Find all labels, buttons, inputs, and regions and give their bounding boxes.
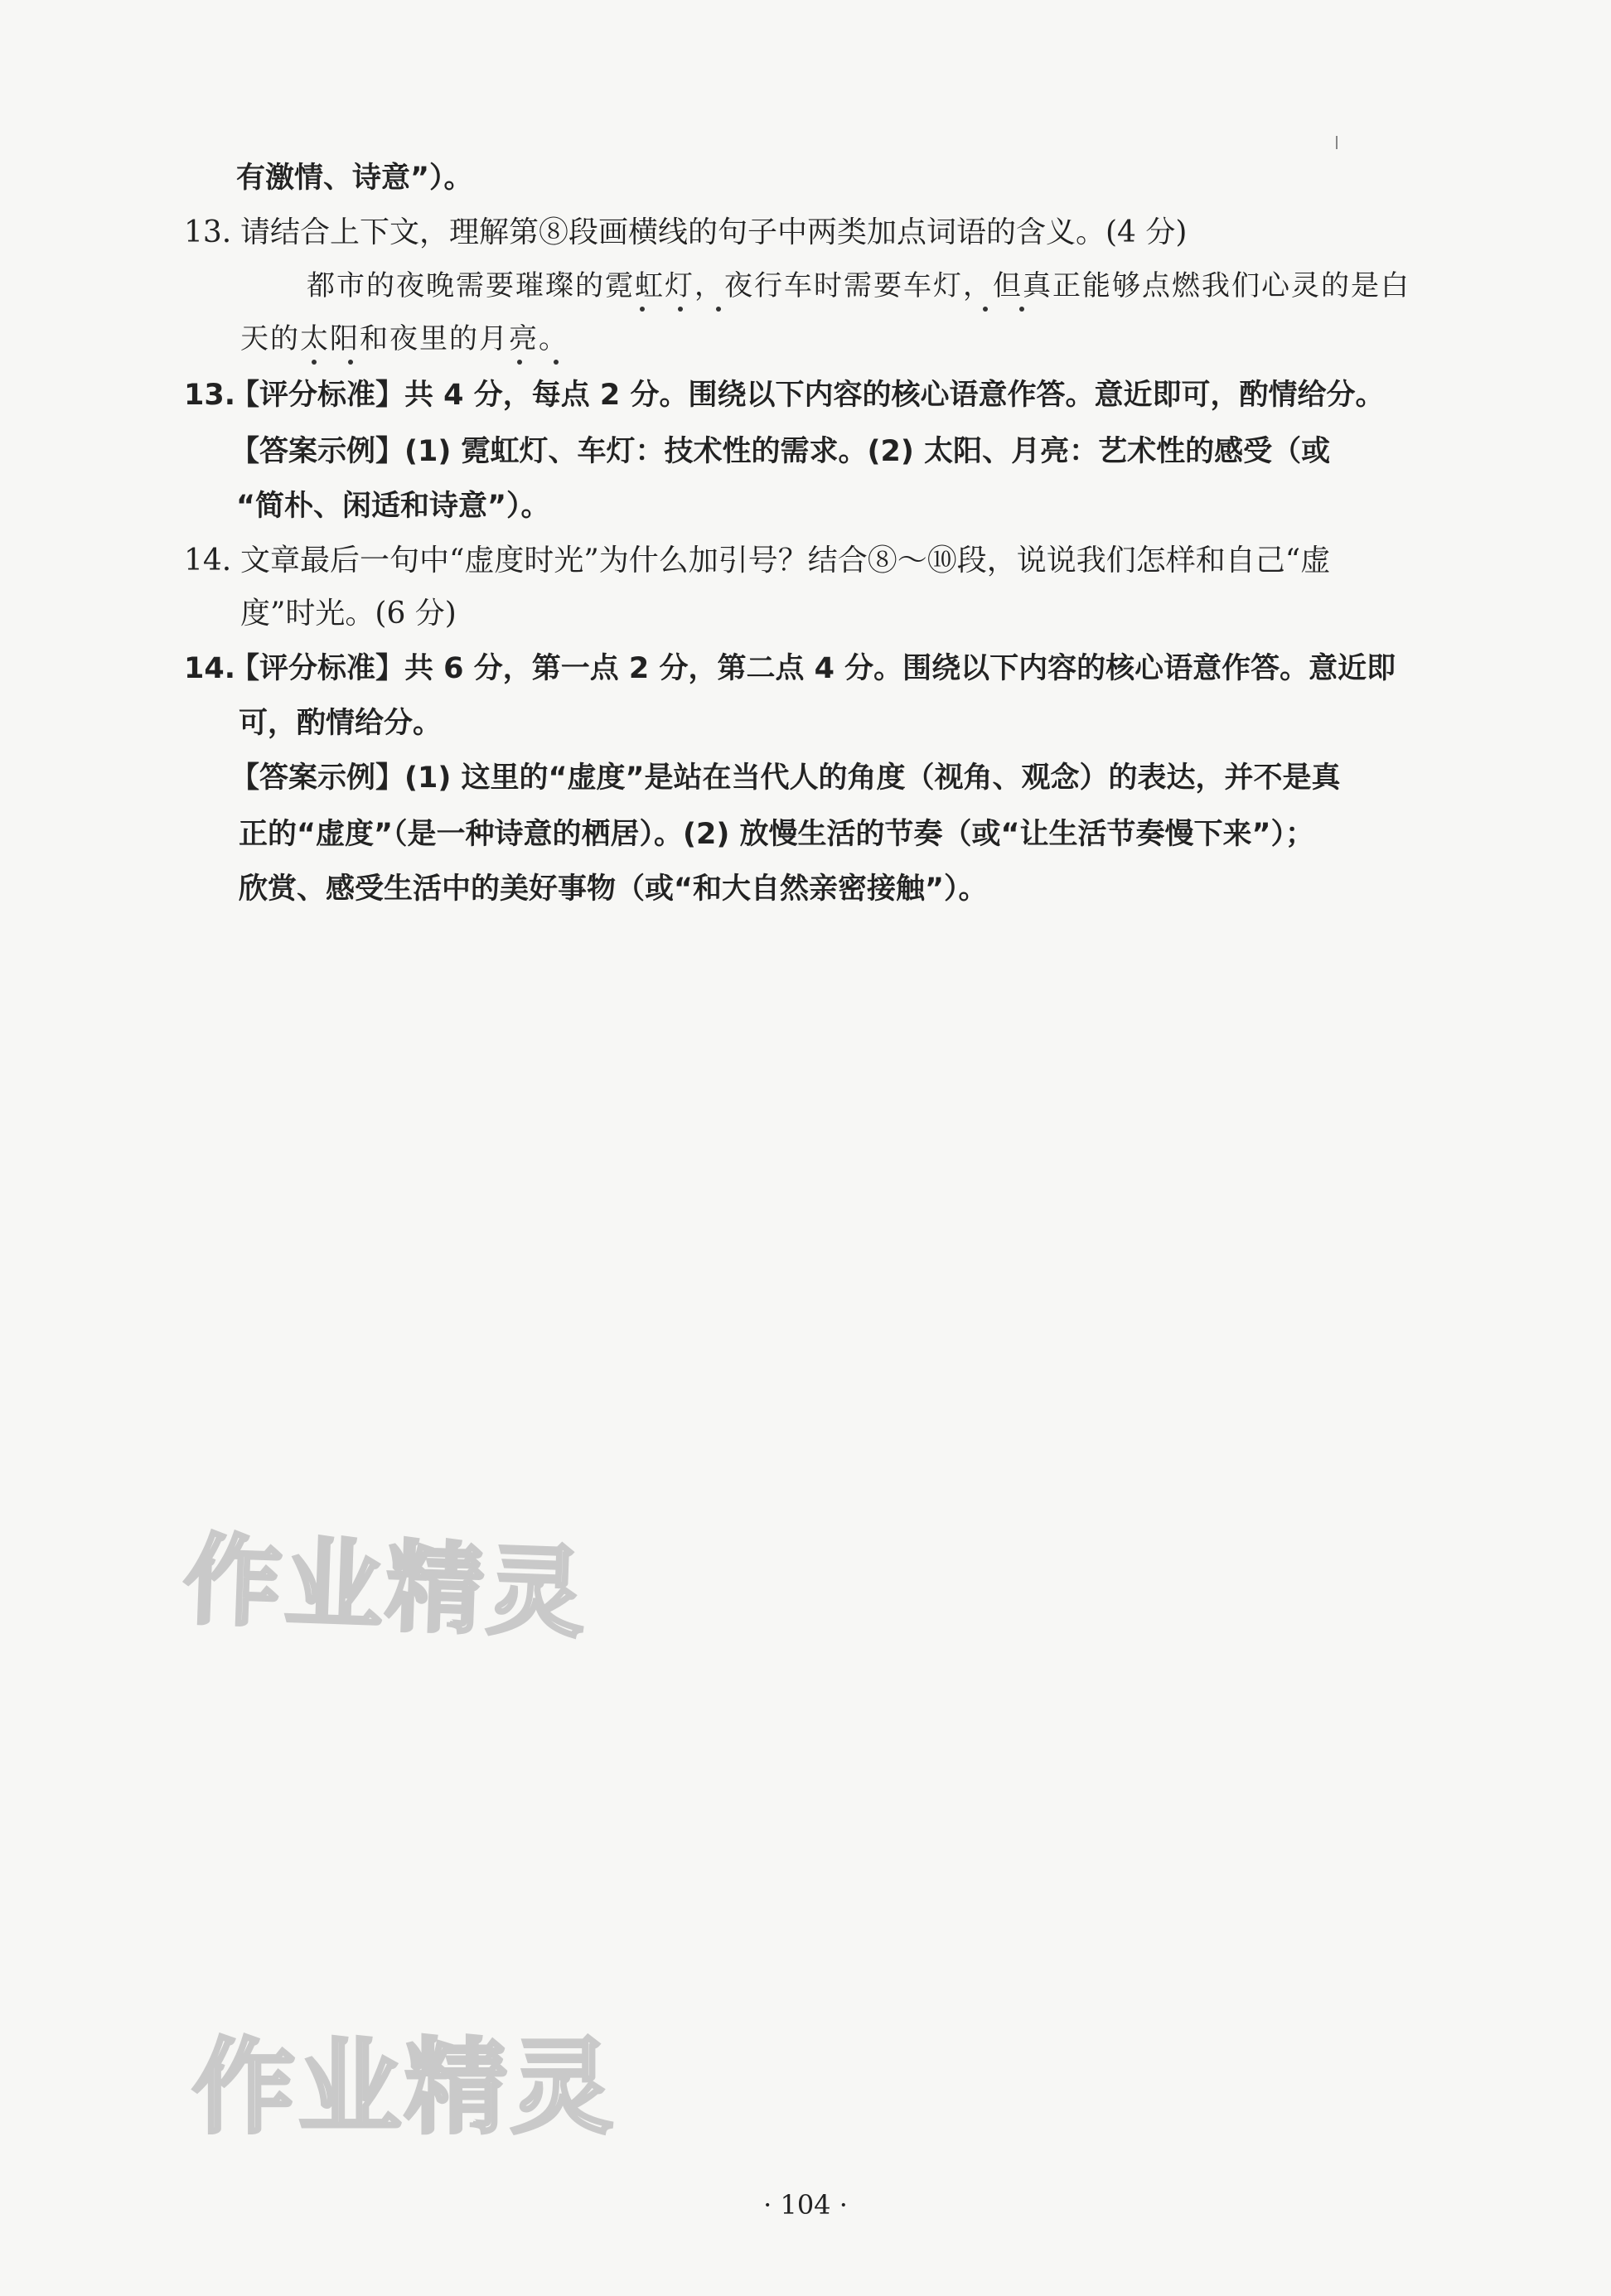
emphasis-dot	[983, 307, 988, 312]
answer-13-example-text-2: “简朴、闲适和诗意”）。	[236, 490, 550, 523]
answer-14-example-text-1: 【答案示例】(1) 这里的“虚度”是站在当代人的角度（视角、观念）的表达，并不是真	[230, 761, 1341, 795]
emphasis-dot	[678, 307, 683, 312]
question-13-text: 请结合上下文，理解第⑧段画横线的句子中两类加点词语的含义。(4 分)	[240, 215, 1188, 249]
answer-13-number: 13.	[184, 379, 236, 412]
passage-text-2: 天的太阳和夜里的月亮。	[240, 322, 568, 355]
continuation-text: 有激情、诗意”）。	[236, 162, 473, 195]
answer-14-example-text-2: 正的“虚度”（是一种诗意的栖居）。(2) 放慢生活的节奏（或“让生活节奏慢下来”）；	[239, 818, 1315, 851]
question-14-text-1: 文章最后一句中“虚度时光”为什么加引号？结合⑧～⑩段，说说我们怎样和自己“虚	[240, 544, 1331, 578]
watermark-logo: 作业精灵	[181, 1522, 590, 1651]
emphasis-dot	[716, 307, 721, 312]
page-number: · 104 ·	[763, 2189, 848, 2221]
answer-13-example-text-1: 【答案示例】(1) 霓虹灯、车灯：技术性的需求。(2) 太阳、月亮：艺术性的感受（或	[230, 435, 1331, 468]
emphasis-dot	[348, 360, 353, 365]
watermark-logo: 作业精灵	[192, 2028, 617, 2148]
answer-14-example-text-3: 欣赏、感受生活中的美好事物（或“和大自然亲密接触”）。	[239, 872, 988, 906]
scan-mark	[1336, 136, 1338, 149]
question-13-number: 13.	[184, 215, 232, 249]
answer-14-standard-text-2: 可，酌情给分。	[239, 707, 443, 740]
question-14-number: 14.	[184, 544, 232, 578]
emphasis-dot	[640, 307, 645, 312]
emphasis-dot	[517, 360, 522, 365]
emphasis-dot	[1019, 307, 1024, 312]
answer-14-number: 14.	[184, 652, 236, 685]
answer-13-standard-text: 【评分标准】共 4 分，每点 2 分。围绕以下内容的核心语意作答。意近即可，酌情给分。	[230, 379, 1385, 412]
passage-text-1: 都市的夜晚需要璀璨的霓虹灯，夜行车时需要车灯，但真正能够点燃我们心灵的是白	[307, 269, 1410, 302]
emphasis-dot	[554, 360, 559, 365]
answer-14-standard-text-1: 【评分标准】共 6 分，第一点 2 分，第二点 4 分。围绕以下内容的核心语意作答。意近即	[230, 652, 1396, 685]
question-14-text-2: 度”时光。(6 分)	[240, 597, 457, 631]
emphasis-dot	[312, 360, 317, 365]
